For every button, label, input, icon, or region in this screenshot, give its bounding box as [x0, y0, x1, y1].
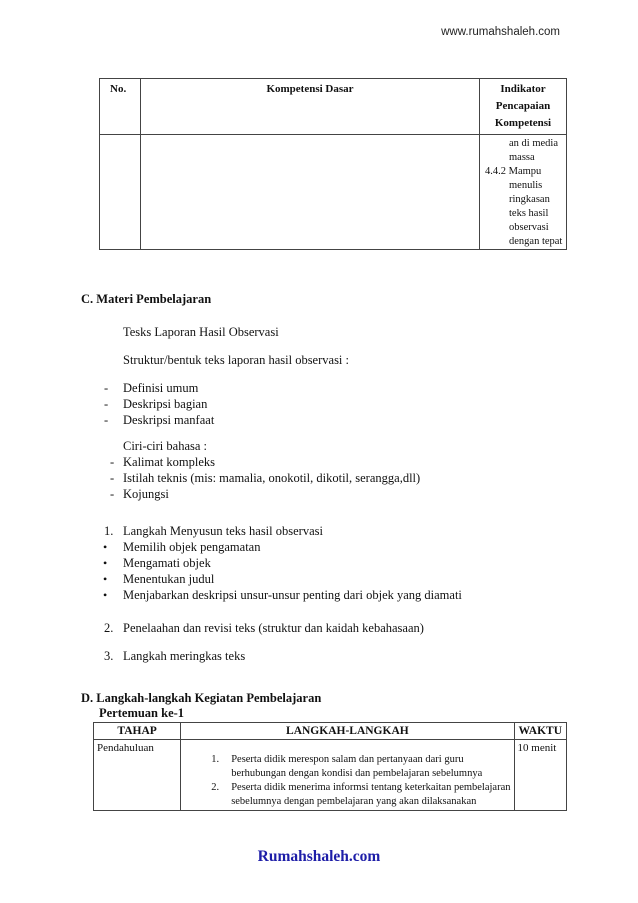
indicator-cell — [480, 135, 567, 250]
list-item: Kalimat kompleks — [123, 455, 215, 469]
table-header-row — [94, 723, 567, 740]
activity-table — [93, 722, 567, 811]
kd-cell — [141, 135, 480, 250]
number-marker: 3. — [104, 649, 114, 663]
bullet-icon: • — [103, 572, 108, 586]
struktur-title: Struktur/bentuk teks laporan hasil observasi : — [123, 353, 350, 367]
col-kd-header: Kompetensi Dasar — [141, 79, 480, 135]
number-marker: 1. — [104, 524, 114, 538]
list-item: Menjabarkan deskripsi unsur-unsur penting dari objek yang diamati — [123, 588, 462, 602]
list-item: Menentukan judul — [123, 572, 215, 586]
section-d-title: D. Langkah-langkah Kegiatan Pembelajaran — [81, 691, 322, 705]
col-waktu-header: WAKTU — [514, 723, 566, 740]
waktu-cell: 10 menit — [514, 740, 566, 811]
number-marker: 2. — [104, 621, 114, 635]
number-marker: 1. — [211, 754, 220, 765]
bullet-icon: • — [103, 540, 108, 554]
dash-marker: - — [110, 455, 115, 469]
indicator-line: ringkasan — [509, 194, 550, 205]
section-d-subtitle: Pertemuan ke-1 — [99, 706, 185, 720]
site-url[interactable]: www.rumahshaleh.com — [441, 26, 560, 38]
indicator-header-line: Pencapaian — [495, 100, 551, 112]
indicator-line: teks hasil — [509, 208, 549, 219]
list-item: Memilih objek pengamatan — [123, 540, 261, 554]
step-text: Peserta didik merespon salam dan pertanyaan dari guru berhubungan dengan kondisi dan pembelajaran sebelumnya — [231, 754, 483, 779]
list-item: Istilah teknis (mis: mamalia, onokotil, dikotil, serangga,dll) — [123, 471, 421, 485]
step-text: Peserta didik menerima informsi tentang keterkaitan pembelajaran sebelumnya dengan pembelajaran yang akan dilaksanakan — [231, 782, 511, 807]
no-cell — [100, 135, 141, 250]
ciri-title: Ciri-ciri bahasa : — [123, 439, 207, 453]
indicator-lines — [480, 135, 566, 249]
competency-table — [99, 78, 567, 250]
number-marker: 2. — [211, 782, 220, 793]
dash-marker: - — [104, 397, 109, 411]
dash-marker: - — [110, 471, 115, 485]
col-no-header: No. — [100, 79, 141, 135]
indicator-header-line: Kompetensi — [494, 117, 552, 129]
list-item: Deskripsi bagian — [123, 397, 208, 411]
footer-brand[interactable]: Rumahshaleh.com — [257, 848, 381, 865]
dash-marker: - — [110, 487, 115, 501]
dash-marker: - — [104, 381, 109, 395]
list-item: Langkah Menyusun teks hasil observasi — [123, 524, 323, 538]
list-item — [211, 753, 510, 781]
materi-title: Tesks Laporan Hasil Observasi — [123, 325, 279, 339]
list-item: Penelaahan dan revisi teks (struktur dan kaidah kebahasaan) — [123, 621, 424, 635]
table-row — [94, 740, 567, 811]
bullet-icon: • — [103, 588, 108, 602]
indicator-line: massa — [509, 152, 535, 163]
list-item: Definisi umum — [123, 381, 199, 395]
list-item: Deskripsi manfaat — [123, 413, 215, 427]
list-item — [211, 781, 510, 809]
tahap-cell: Pendahuluan — [94, 740, 181, 811]
indicator-line: observasi — [509, 222, 549, 233]
indicator-line: dengan tepat — [509, 236, 563, 247]
indicator-header-line: Indikator — [500, 83, 546, 95]
bullet-icon: • — [103, 556, 108, 570]
dash-marker: - — [104, 413, 109, 427]
col-indicator-header — [480, 79, 567, 135]
table-row — [100, 135, 567, 250]
list-item: Langkah meringkas teks — [123, 649, 246, 663]
list-item: Mengamati objek — [123, 556, 211, 570]
col-tahap-header: TAHAP — [94, 723, 181, 740]
indicator-line: an di media — [509, 138, 558, 149]
indicator-line: 4.4.2 Mampu — [485, 166, 542, 177]
langkah-cell — [181, 740, 514, 811]
indicator-line: menulis — [509, 180, 543, 191]
table-header-row — [100, 79, 567, 135]
list-item: Kojungsi — [123, 487, 169, 501]
section-c-title: C. Materi Pembelajaran — [81, 292, 212, 306]
col-langkah-header: LANGKAH-LANGKAH — [181, 723, 514, 740]
